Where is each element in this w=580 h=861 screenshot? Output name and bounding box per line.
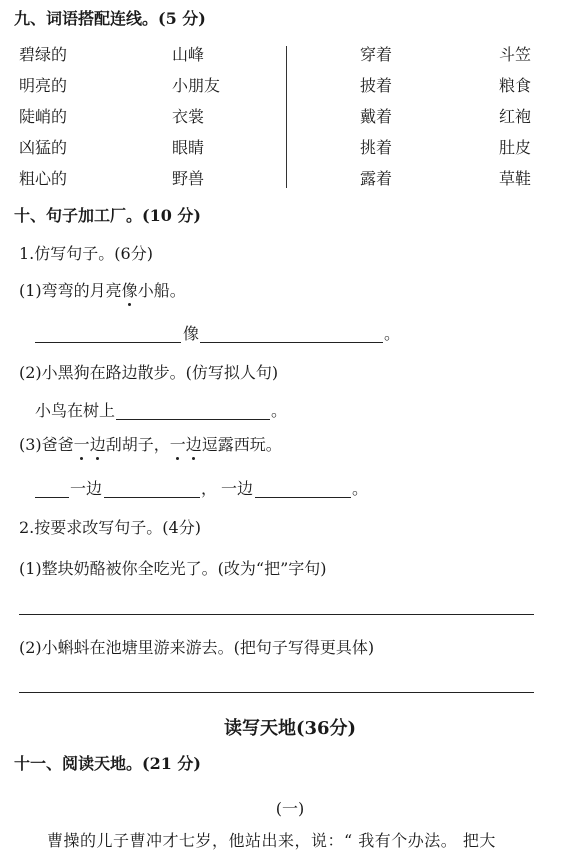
word-left-2: 眼睛 [172, 138, 205, 157]
dotted-char: 像 [121, 281, 138, 300]
word-right-2: 草鞋 [499, 169, 532, 188]
blank-end-punct: 。 [352, 479, 369, 498]
blank-line[interactable] [116, 419, 270, 420]
blank-line[interactable] [35, 342, 181, 343]
blank-line[interactable] [255, 497, 351, 498]
word-right-1: 挑着 [360, 138, 393, 157]
blank-comma: ， [201, 479, 218, 498]
q2-sentence-1: (1)整块奶酪被你全吃光了。(改为“把”字句) [19, 559, 327, 578]
word-right-2: 粮食 [499, 76, 532, 95]
blank-connector: 一边 [221, 479, 254, 498]
word-right-1: 披着 [360, 76, 393, 95]
word-left-1: 明亮的 [19, 76, 68, 95]
answer-line[interactable] [19, 614, 534, 615]
word-right-2: 肚皮 [499, 138, 532, 157]
word-left-1: 凶猛的 [19, 138, 68, 157]
q2-title: 2.按要求改写句子。(4分) [19, 518, 201, 537]
part-heading: 读写天地(36分) [223, 718, 357, 739]
sentence-text: 小船。 [137, 281, 186, 300]
answer-line[interactable] [19, 692, 534, 693]
word-left-1: 陡峭的 [19, 107, 68, 126]
blank-connector: 一边 [70, 479, 103, 498]
blank-line[interactable] [35, 497, 69, 498]
section-10-title: 十、句子加工厂。(10 分) [14, 206, 201, 225]
passage-text: 曹操的儿子曹冲才七岁，他站出来，说：“ 我有个办法。 把大 [47, 831, 496, 850]
dotted-char: 边 [89, 435, 106, 454]
blank-end-punct: 。 [271, 401, 288, 420]
dotted-char: 一 [169, 435, 186, 454]
word-left-2: 野兽 [172, 169, 205, 188]
word-left-2: 山峰 [172, 45, 205, 64]
q1-sentence-2: (2)小黑狗在路边散步。(仿写拟人句) [19, 363, 279, 382]
word-right-2: 斗笠 [499, 45, 532, 64]
sentence-text: 刮胡子， [105, 435, 170, 454]
word-left-1: 粗心的 [19, 169, 68, 188]
blank-connector: 像 [183, 324, 200, 343]
sentence-text: (3)爸爸 [19, 435, 74, 454]
q1-sentence-3 [19, 437, 282, 453]
word-right-1: 穿着 [360, 45, 393, 64]
word-left-2: 衣裳 [172, 107, 205, 126]
sentence-text: (1)弯弯的月亮 [19, 281, 122, 300]
passage-number: (一) [275, 799, 305, 818]
fill-prefix: 小鸟在树上 [35, 401, 116, 420]
dotted-char: 一 [73, 435, 90, 454]
q1-title: 1.仿写句子。(6分) [19, 244, 153, 263]
word-right-2: 红袍 [499, 107, 532, 126]
word-right-1: 露着 [360, 169, 393, 188]
section-9-title: 九、词语搭配连线。(5 分) [14, 9, 206, 28]
word-left-1: 碧绿的 [19, 45, 68, 64]
word-left-2: 小朋友 [172, 76, 221, 95]
dotted-char: 边 [185, 435, 202, 454]
q2-sentence-2: (2)小蝌蚪在池塘里游来游去。(把句子写得更具体) [19, 638, 375, 657]
section-11-title: 十一、阅读天地。(21 分) [14, 754, 201, 773]
blank-end-punct: 。 [384, 324, 401, 343]
blank-line[interactable] [104, 497, 200, 498]
word-right-1: 戴着 [360, 107, 393, 126]
divider-line [286, 46, 287, 188]
sentence-text: 逗露西玩。 [201, 435, 282, 454]
blank-line[interactable] [200, 342, 383, 343]
q1-sentence-1 [19, 283, 186, 299]
